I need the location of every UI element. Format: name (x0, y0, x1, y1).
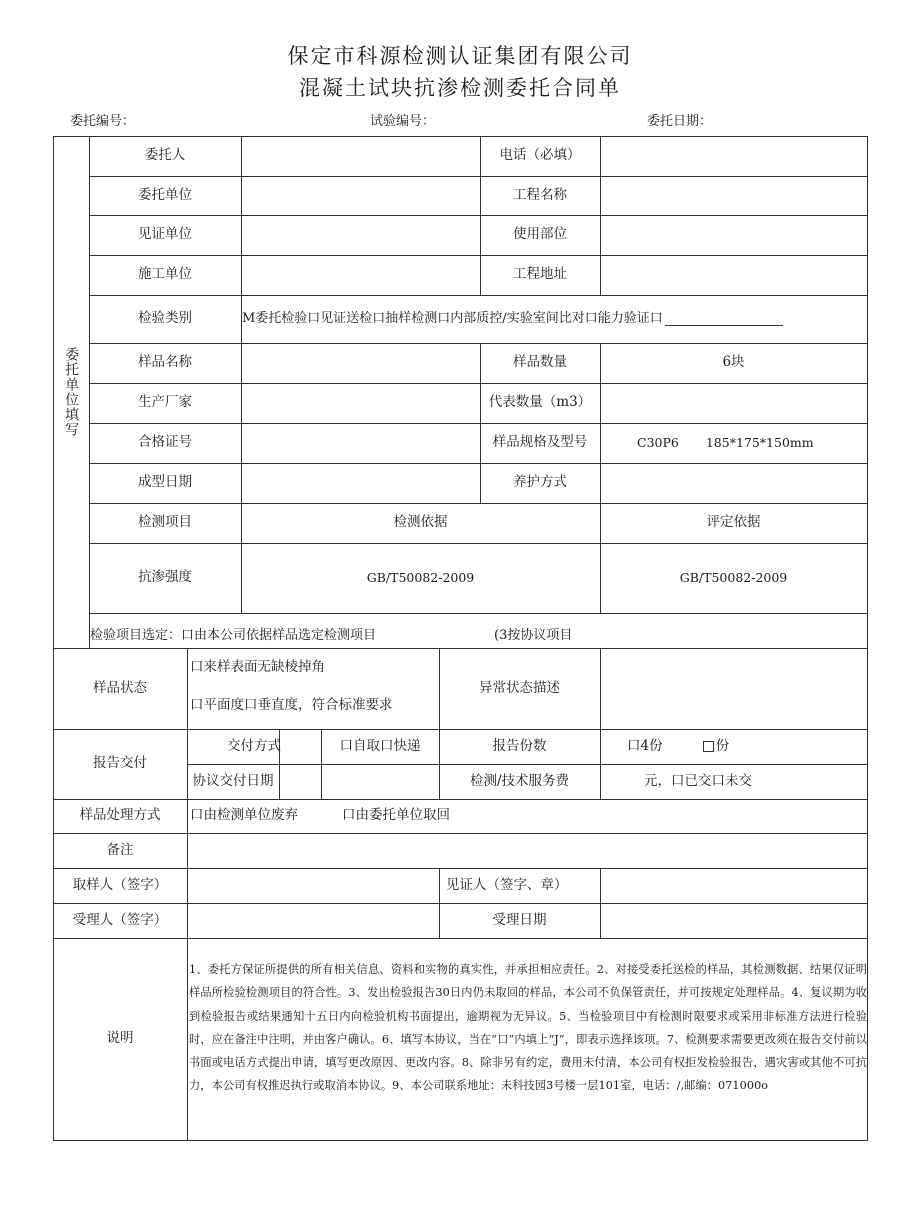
abnormal-status-input[interactable] (600, 648, 867, 729)
unit-label: 委托单位 (138, 186, 192, 203)
phone-input[interactable] (600, 136, 867, 176)
forming-date-label: 成型日期 (138, 474, 192, 491)
sample-qty-label: 样品数量 (513, 354, 567, 371)
spec-size: 185*175*150mm (705, 434, 814, 450)
witness-signature[interactable] (600, 868, 867, 903)
project-address-input[interactable] (600, 255, 867, 295)
sample-name-input[interactable] (241, 343, 480, 383)
delivery-method-options[interactable]: 口自取口快递 (339, 737, 421, 754)
fee-options[interactable]: 元，口已交口未交 (644, 772, 752, 789)
test-item: 抗渗强度 (138, 569, 192, 586)
project-address-label: 工程地址 (513, 266, 567, 283)
sampler-label: 取样人（签字） (72, 876, 168, 893)
disposal-option-return[interactable]: 口由委托单位取回 (342, 807, 450, 824)
delivery-method-label: 交付方式 (227, 737, 281, 754)
test-no-label: 试验编号： (370, 114, 436, 129)
client-section-label: 委托单位填写 (63, 347, 80, 437)
company-name: 保定市科源检测认证集团有限公司 (287, 44, 633, 68)
witness-label: 见证人（签字、章） (446, 876, 568, 893)
curing-input[interactable] (600, 463, 867, 503)
abnormal-status-label: 异常状态描述 (479, 679, 560, 696)
project-name-label: 工程名称 (513, 186, 567, 203)
report-delivery-label: 报告交付 (93, 755, 147, 772)
sampler-signature[interactable] (187, 868, 439, 903)
agreement-option[interactable]: (3按协议项目 (494, 627, 573, 643)
disposal-options[interactable] (190, 799, 867, 833)
remarks-input[interactable] (187, 833, 867, 868)
report-copies-options[interactable] (600, 729, 867, 764)
test-basis: GB/T50082-2009 (366, 569, 475, 585)
report-copies-label: 报告份数 (492, 737, 547, 754)
spec-label: 样品规格及型号 (492, 434, 588, 451)
checkbox-icon[interactable] (703, 741, 714, 752)
principal-input[interactable] (241, 136, 480, 176)
curing-label: 养护方式 (513, 474, 567, 491)
sample-qty-value[interactable]: 6块 (722, 354, 745, 371)
accept-date-label: 受理日期 (492, 911, 547, 928)
unit-input[interactable] (241, 176, 480, 215)
witness-unit-input[interactable] (241, 215, 480, 255)
receiver-signature[interactable] (187, 903, 439, 938)
explanation-text: 1、委托方保证所提供的所有相关信息、资料和实物的真实性，并承担相应责任。2、对接受委托送检的样品，其检测数据、结果仅证明样品所检验检测项目的符合性。3、发出检验报告30日内仍未取回的样品，本公司不负保管责任，并可按规定处理样品。4、复议期为收到检验报告或结果通知十五日内向检验机构书面提出，逾期视为无异议。5、当检验项目中有检测时限要求或采用非标准方法进行检验时，应在备注中注明，并由客户确认。6、填写本协议，当在“口”内填上“J”，即表示选择该项。7、检测要求需要更改须在报告交付前以书面或电话方式提出申请，填写更改原因、更改内容。8、除非另有约定，费用未付清，本公司有权拒发检验报告，遇灾害或其他不可抗力，本公司有权推迟执行或取消本协议。9、本公司联系地址：未科技园3号楼一层101室，电话：/,邮编：071000o (189, 963, 867, 1093)
remarks-label: 备注 (106, 841, 134, 858)
witness-unit-label: 见证单位 (138, 226, 192, 243)
phone-label: 电话（必填） (499, 147, 581, 164)
use-part-label: 使用部位 (513, 226, 567, 243)
manufacturer-label: 生产厂家 (138, 394, 192, 411)
spec-value[interactable] (600, 423, 867, 463)
fee-label: 检测/技术服务费 (469, 772, 570, 789)
explanation-label: 说明 (106, 1030, 134, 1047)
test-basis-header: 检测依据 (393, 514, 448, 531)
sample-status-label: 样品状态 (93, 679, 147, 696)
construction-unit-input[interactable] (241, 255, 480, 295)
test-item-selection[interactable]: 检验项目选定：口由本公司依据样品选定检测项目 (3按协议项目 (90, 627, 573, 643)
manufacturer-input[interactable] (241, 383, 480, 423)
sample-name-label: 样品名称 (138, 354, 192, 371)
commission-date-label: 委托日期： (647, 114, 713, 129)
rep-qty-label: 代表数量（m3） (488, 394, 592, 411)
project-name-input[interactable] (600, 176, 867, 215)
agreed-date-input[interactable] (279, 764, 439, 799)
sample-status-option-1[interactable]: 口来样表面无缺棱掉角 (190, 659, 325, 676)
use-part-input[interactable] (600, 215, 867, 255)
accept-date-input[interactable] (600, 903, 867, 938)
test-item-header: 检测项目 (138, 514, 192, 531)
inspection-type-options[interactable]: M委托检验口见证送检口抽样检测口内部质控/实验室间比对口能力验证口 (241, 295, 867, 343)
disposal-option-discard[interactable]: 口由检测单位废弃 (190, 807, 298, 824)
eval-basis-header: 评定依据 (706, 514, 761, 531)
commission-no-label: 委托编号： (70, 114, 136, 129)
rep-qty-input[interactable] (600, 383, 867, 423)
forming-date-input[interactable] (241, 463, 480, 503)
copies-option-custom: 份 (715, 737, 730, 754)
principal-label: 委托人 (144, 147, 186, 164)
certificate-label: 合格证号 (138, 434, 192, 451)
construction-unit-label: 施工单位 (138, 266, 192, 283)
disposal-label: 样品处理方式 (79, 807, 161, 824)
form-title: 混凝土试块抗渗检测委托合同单 (299, 76, 621, 100)
agreed-date-label: 协议交付日期 (192, 772, 274, 789)
eval-basis: GB/T50082-2009 (679, 569, 788, 585)
receiver-label: 受理人（签字） (72, 911, 168, 928)
inspection-type-label: 检验类别 (138, 310, 192, 327)
copies-option-4[interactable]: 口4份 (627, 737, 663, 754)
sample-status-option-2[interactable]: 口平面度口垂直度，符合标准要求 (190, 697, 393, 714)
spec-grade: C30P6 (637, 434, 679, 450)
certificate-input[interactable] (241, 423, 480, 463)
